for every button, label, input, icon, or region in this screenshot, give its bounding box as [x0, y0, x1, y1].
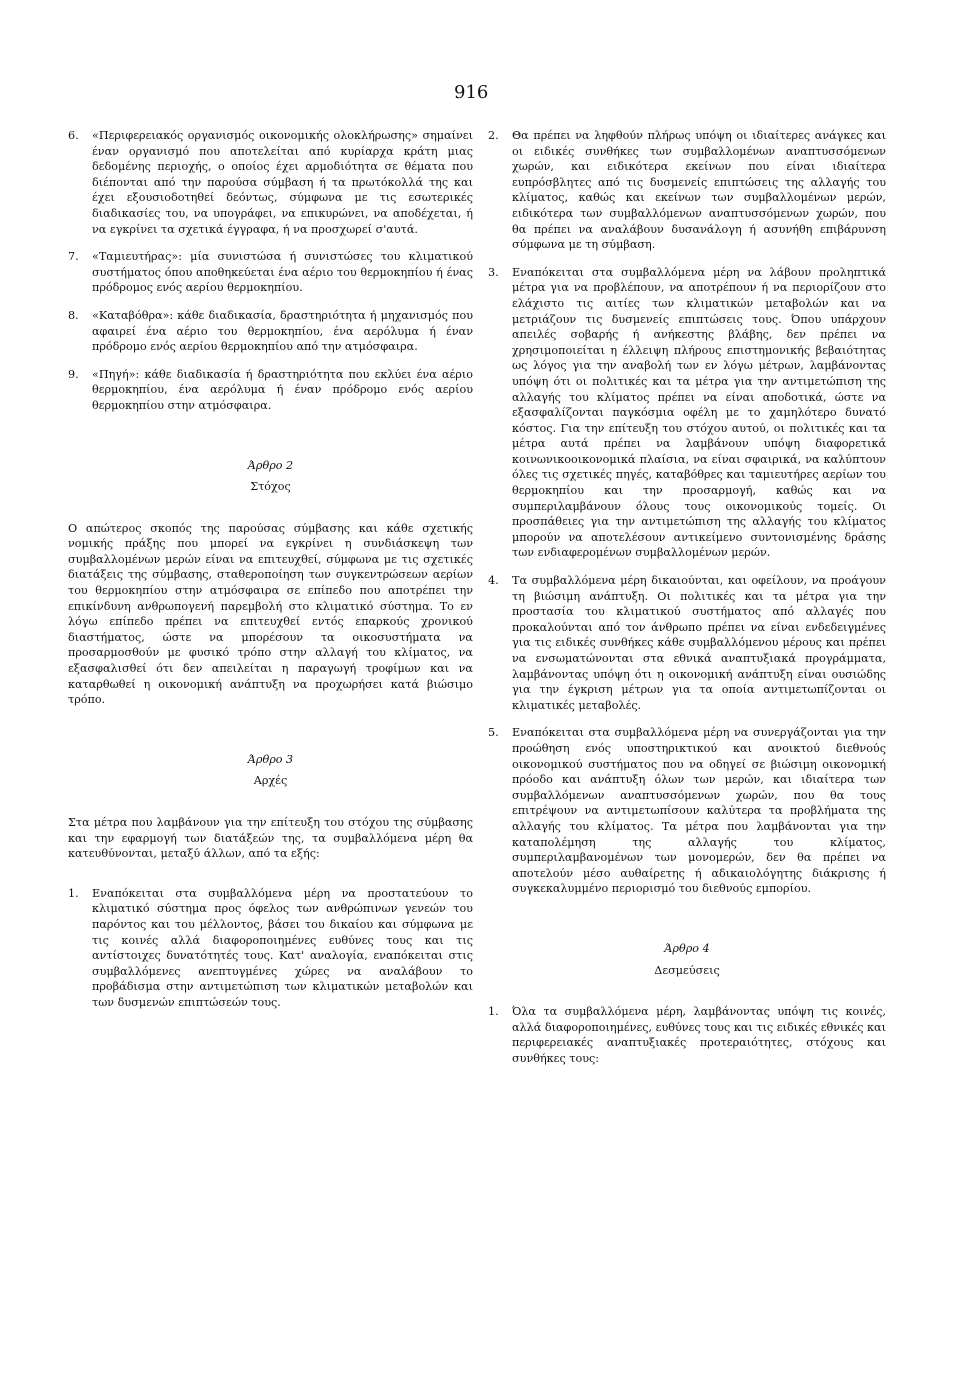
article-3-item-3 — [488, 265, 886, 561]
definition-6 — [68, 128, 473, 237]
article-3-heading: Άρθρο 3 — [247, 752, 294, 766]
item-text: Εναπόκειται στα συμβαλλόμενα μέρη να προστατεύουν το κλιματικό σύστημα προς όφελος των ανθρώπινων γενεών του παρόντος και του μέλλοντος, βάσει του δικαίου και σύμφωνα με τις κοινές αλλά διαφοροποιημένες ευθύνες τους και τις αντίστοιχες δυνατότητές τους. Κατ' αναλογία, εναπόκειται στις συμβαλλόμενες ανεπτυγμένες χώρες να αναλάβουν το προβάδισμα στην αντιμετώπιση των κλιματικών μεταβολών και των δυσμενών επιπτώσεών τους. — [92, 886, 473, 1009]
definition-text: «Περιφερειακός οργανισμός οικονομικής ολοκλήρωσης» σημαίνει έναν οργανισμό που αποτελείται από κυρίαρχα κράτη μιας δεδομένης περιοχής, ο οποίος έχει αρμοδιότητα σε θέματα που διέπονται από την παρούσα σύμβαση ή τα πρωτόκολλά της και έχει εξουσιοδοτηθεί δεόντως, σύμφωνα με τις εσωτερικές διαδικασίες του, να υπογράφει, να επικυρώνει, να αποδέχεται, ή να εγκρίνει τα σχετικά έγγραφα, ή να προσχωρεί σ'αυτά. — [92, 129, 473, 236]
article-3-item-1 — [68, 886, 473, 1011]
article-4-item-1 — [488, 1004, 886, 1066]
article-3-intro: Στα μέτρα που λαμβάνουν για την επίτευξη του στόχου της σύμβασης και την εφαρμογή των διατάξεών της, τα συμβαλλόμενα μέρη θα κατευθύνονται, μεταξύ άλλων, από τα εξής: — [68, 816, 473, 861]
definition-number: 8. — [68, 308, 79, 322]
item-number: 5. — [488, 726, 499, 740]
left-column — [68, 128, 473, 1023]
article-3-item-4 — [488, 573, 886, 713]
definition-number: 7. — [68, 250, 79, 264]
right-column — [488, 128, 886, 1078]
definition-9 — [68, 367, 473, 414]
item-text: Θα πρέπει να ληφθούν πλήρως υπόψη οι ιδιαίτερες ανάγκες και οι ειδικές συνθήκες των συμβαλλομένων αναπτυσσόμενων χωρών, και ειδικότερα εκείνων που είναι ιδιαίτερα ευπρόσβλητες από τις δυσμενείς επιπτώσεις της αλλαγής του κλίματος, καθώς και εκείνων των συμβαλλομένων μερών, ειδικότερα των συμβαλλόμενων αναπτυσσόμενων χωρών, που θα πρέπει να αναλάβουν δυσανάλογη ή ασυνήθη επιβάρυνση σύμφωνα με τη σύμβαση. — [512, 129, 886, 252]
article-2-subheading: Στόχος — [250, 480, 291, 494]
article-2-text: Ο απώτερος σκοπός της παρούσας σύμβασης και κάθε σχετικής νομικής πράξης που μπορεί να εγκρίνει η συνδιάσκεψη των συμβαλλομένων μερών είναι να επιτευχθεί, σύμφωνα με τις σχετικές διατάξεις της σύμβασης, σταθεροποίηση των συγκεντρώσεων αερίων του θερμοκηπίου στην ατμόσφαιρα σε επίπεδο που αποτρέπει την επικίνδυνη ανθρωπογενή παρεμβολή στο κλιματικό σύστημα. Το εν λόγω επίπεδο πρέπει να επιτευχθεί εντός επαρκούς χρονικού διαστήματος, ώστε να μπορέσουν τα οικοσυστήματα να προσαρμοσθούν με φυσικό τρόπο στην αλλαγή του κλίματος, να εξασφαλισθεί ότι δεν απειλείται η παραγωγή τροφίμων και να καταρθωθεί η οικονομική ανάπτυξη να προχωρήσει κατά βιώσιμο τρόπο. — [68, 521, 473, 707]
definition-text: «Ταμιευτήρας»: μία συνιστώσα ή συνιστώσες του κλιματικού συστήματος όπου αποθηκεύεται ένα αέριο του θερμοκηπίου ή ένας πρόδρομος ενός αερίου θερμοκηπίου. — [92, 250, 473, 295]
definition-number: 9. — [68, 367, 79, 381]
definition-number: 6. — [68, 129, 79, 142]
article-3-subheading: Αρχές — [253, 774, 288, 788]
definition-text: «Καταβόθρα»: κάθε διαδικασία, δραστηριότητα ή μηχανισμός που αφαιρεί ένα αέριο του θερμοκηπίου, ένα αερόλυμα ή έναν πρόδρομο ενός αερίου θερμοκηπίου από την ατμόσφαιρα. — [92, 308, 473, 354]
item-number: 1. — [488, 1005, 499, 1019]
article-4-subheading: Δεσμεύσεις — [654, 963, 720, 977]
definition-8 — [68, 308, 473, 355]
item-number: 3. — [488, 265, 499, 279]
article-3-item-5 — [488, 725, 886, 897]
definition-7 — [68, 249, 473, 296]
article-2-heading: Άρθρο 2 — [247, 458, 294, 472]
item-text: Τα συμβαλλόμενα μέρη δικαιούνται, και οφείλουν, να προάγουν τη βιώσιμη ανάπτυξη. Οι πολιτικές και τα μέτρα για την προστασία του κλιματικού συστήματος από αλλαγές που προκαλούνται από τον άνθρωπο πρέπει να είναι ενδεδειγμένες για τις ειδικές συνθήκες κάθε συμβαλλόμενου μέρους και πρέπει να ενσωματώνονται στα εθνικά αναπτυξιακά προγράμματα, λαμβάνοντας υπόψη ότι η οικονομική ανάπτυξη είναι ουσιώδης για την έγκριση μέτρων για τα οποία αντιμετωπίζονται οι κλιματικές μεταβολές. — [512, 574, 886, 712]
item-text: Εναπόκειται στα συμβαλλόμενα μέρη να συνεργάζονται για την προώθηση ενός υποστηρικτικού και ανοικτού διεθνούς οικονομικού συστήματος που να οδηγεί σε βιώσιμη οικονομική πρόοδο και ανάπτυξη όλων των μερών, και ιδιαίτερα των συμβαλλόμενων αναπτυσσόμενων χωρών, που θα τους επιτρέψουν να αντιμετωπίσουν καλύτερα τα προβλήματα της αλλαγής του κλίματος. Τα μέτρα που λαμβάνονται για την καταπολέμηση της αλλαγής του κλίματος, συμπεριλαμβανομένων των μονομερών, δεν θα πρέπει να αποτελούν μέσο αυθαίρετης ή αδικαιολόγητης διάκρισης ή συγκεκαλυμμένο περιορισμό του διεθνούς εμπορίου. — [512, 726, 886, 896]
item-text: Εναπόκειται στα συμβαλλόμενα μέρη να λάβουν προληπτικά μέτρα για να προβλέπουν, να αποτρέπουν ή να περιορίζουν στο ελάχιστο τις αιτίες των κλιματικών μεταβολών και να μετριάζουν τις δυσμενείς επιπτώσεις τους. Όπου υπάρχουν απειλές σοβαρής ή ανήκεστης βλάβης, δεν πρέπει να χρησιμοποιείται η έλλειψη πλήρους επιστημονικής βεβαιότητας ως λόγος για την αναβολή των εν λόγω μέτρων, λαμβάνοντας υπόψη ότι οι πολιτικές και τα μέτρα για την αντιμετώπιση της αλλαγής του κλίματος πρέπει να είναι αποδοτικά, ώστε να εξασφαλίζονται παγκόσμια οφέλη με το χαμηλότερο δυνατό κόστος. Για την επίτευξη του στόχου αυτού, οι πολιτικές και τα μέτρα αυτά πρέπει να λαμβάνουν υπόψη διαφορετικά κοινωνικοοικονομικά πλαίσια, να είναι σφαιρικά, να καλύπτουν όλες τις σχετικές πηγές, καταβόθρες και ταμιευτήρες αερίων του θερμοκηπίου και την προσαρμογή, καθώς και να συμπεριλαμβάνουν όλους τους οικονομικούς τομείς. Οι προσπάθειες για την αντιμετώπιση της αλλαγής του κλίματος μπορούν να αποτελέσουν αντικείμενο συντονισμένης δράσης των ενδιαφερομένων συμβαλλομένων μερών. — [512, 265, 886, 560]
article-4-heading: Άρθρο 4 — [664, 941, 710, 955]
item-number: 2. — [488, 129, 499, 142]
article-3-item-2 — [488, 128, 886, 253]
page-number: 916 — [454, 82, 489, 103]
item-number: 1. — [68, 886, 79, 900]
definition-text: «Πηγή»: κάθε διαδικασία ή δραστηριότητα που εκλύει ένα αέριο θερμοκηπίου, ένα αερόλυμα ή έναν πρόδρομο ενός αερίου θερμοκηπίου στην ατμόσφαιρα. — [92, 367, 473, 412]
item-number: 4. — [488, 574, 499, 588]
item-text: Όλα τα συμβαλλόμενα μέρη, λαμβάνοντας υπόψη τις κοινές, αλλά διαφοροποιημένες, ευθύνες τους και τις ειδικές εθνικές και περιφερειακές αναπτυξιακές προτεραιότητες, στόχους και συνθήκες τους: — [512, 1005, 886, 1065]
